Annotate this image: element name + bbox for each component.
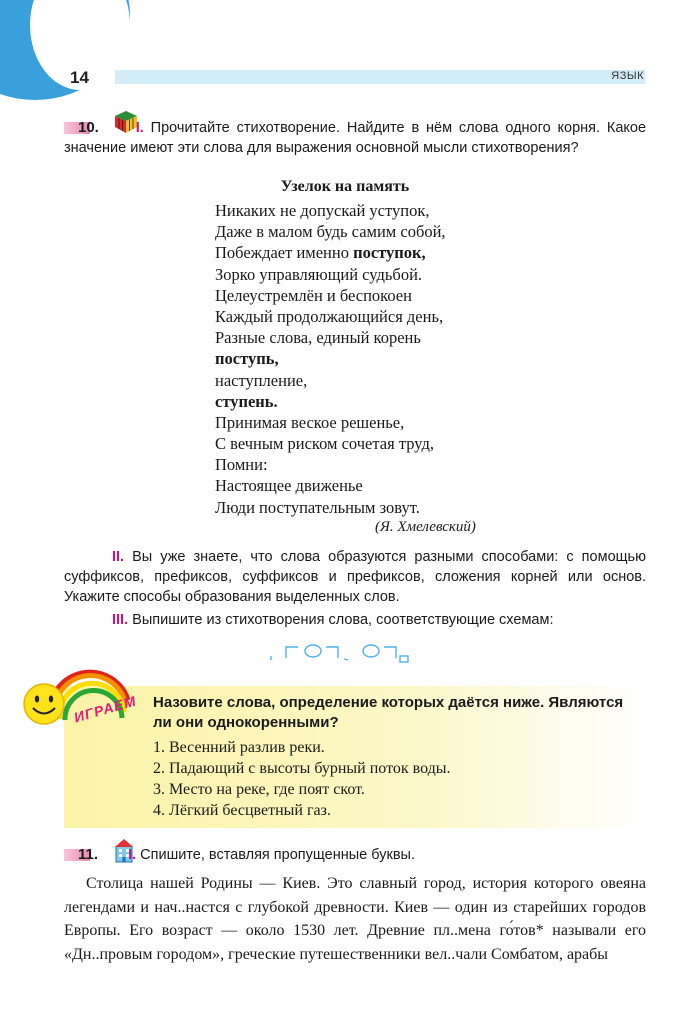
- page-number: 14: [70, 68, 89, 87]
- prose-text: Столица нашей Родины — Киев. Это славный город, история которого овеяна легендами и нач..настся с глубокой древности. Киев — один из старейших городов Европы. Его возраст — около 1530 лет. Древние пл..мена го́тов* называли его «Дн..провым городом», греческие путешественники вел..чали Сомбатом, арабы: [64, 875, 646, 963]
- task-number: 10.: [78, 119, 99, 136]
- list-item: 3. Место на реке, где поят скот.: [153, 781, 365, 798]
- poem-author: (Я. Хмелевский): [375, 519, 476, 535]
- poem-highlight: поступок,: [353, 243, 426, 263]
- poem-line: Принимая веское решенье,: [215, 412, 405, 432]
- task-11: [64, 845, 664, 865]
- poem-line: Каждый продолжающийся день,: [215, 306, 444, 326]
- task-10: [64, 118, 646, 158]
- poem-line: Помни:: [215, 455, 268, 475]
- poem-title: Узелок на память: [280, 178, 410, 195]
- task-text: Спишите, вставляя пропущенные буквы.: [140, 847, 415, 863]
- smiley-icon: [22, 682, 66, 726]
- poem-line: поступь,: [215, 349, 279, 369]
- poem-line: Никаких не допускай уступок,: [215, 201, 430, 220]
- poem-line: наступление,: [215, 370, 308, 390]
- poem-line: ступень.: [215, 391, 278, 411]
- roman-numeral: II.: [112, 549, 125, 565]
- list-item: 4. Лёгкий бесцветный газ.: [153, 802, 331, 819]
- question-text: Вы уже знаете, что слова образуются разными способами: с помощью суффиксов, префиксов, суффиксов и префиксов, сложения корней или основ. Укажите способы образования выделенных слов.: [64, 549, 646, 605]
- roman-numeral: III.: [112, 612, 129, 628]
- poem-line: Настоящее движенье: [215, 476, 363, 496]
- roman-numeral: I.: [128, 847, 137, 863]
- poem: [215, 200, 446, 518]
- roman-numeral: I.: [135, 120, 144, 136]
- task-number: 11.: [78, 846, 99, 863]
- task-text: Прочитайте стихотворение. Найдите в нём слова одного корня. Какое значение имеют эти слова для выражения основной мысли стихотворения?: [64, 120, 647, 156]
- question-2: [64, 547, 646, 607]
- poem-line: Разные слова, единый корень: [215, 328, 421, 348]
- game-badge: ИГРАЕМ: [72, 692, 139, 726]
- section-title: ЯЗЫК: [611, 70, 644, 82]
- morpheme-schemes: [268, 634, 448, 664]
- question-3: [112, 610, 642, 630]
- poem-line: Зорко управляющий судьбой.: [215, 264, 423, 284]
- list-item: 1. Весенний разлив реки.: [153, 739, 325, 756]
- poem-line: Даже в малом будь самим собой,: [215, 222, 446, 242]
- list-item: 2. Падающий с высоты бурный поток воды.: [153, 760, 451, 777]
- poem-line: Целеустремлён и беспокоен: [215, 285, 412, 305]
- poem-line-start: Побеждает именно: [215, 243, 354, 263]
- poem-line: [215, 242, 446, 263]
- question-text: Выпишите из стихотворения слова, соответствующие схемам:: [132, 612, 554, 628]
- poem-line: С вечным риском сочетая труд,: [215, 434, 434, 454]
- game-heading: Назовите слова, определение которых даётся ниже. Являются ли они однокоренными?: [153, 694, 624, 731]
- poem-line: Люди поступательным зовут.: [215, 497, 420, 517]
- game-list: [153, 737, 451, 821]
- header-bar: [115, 70, 645, 84]
